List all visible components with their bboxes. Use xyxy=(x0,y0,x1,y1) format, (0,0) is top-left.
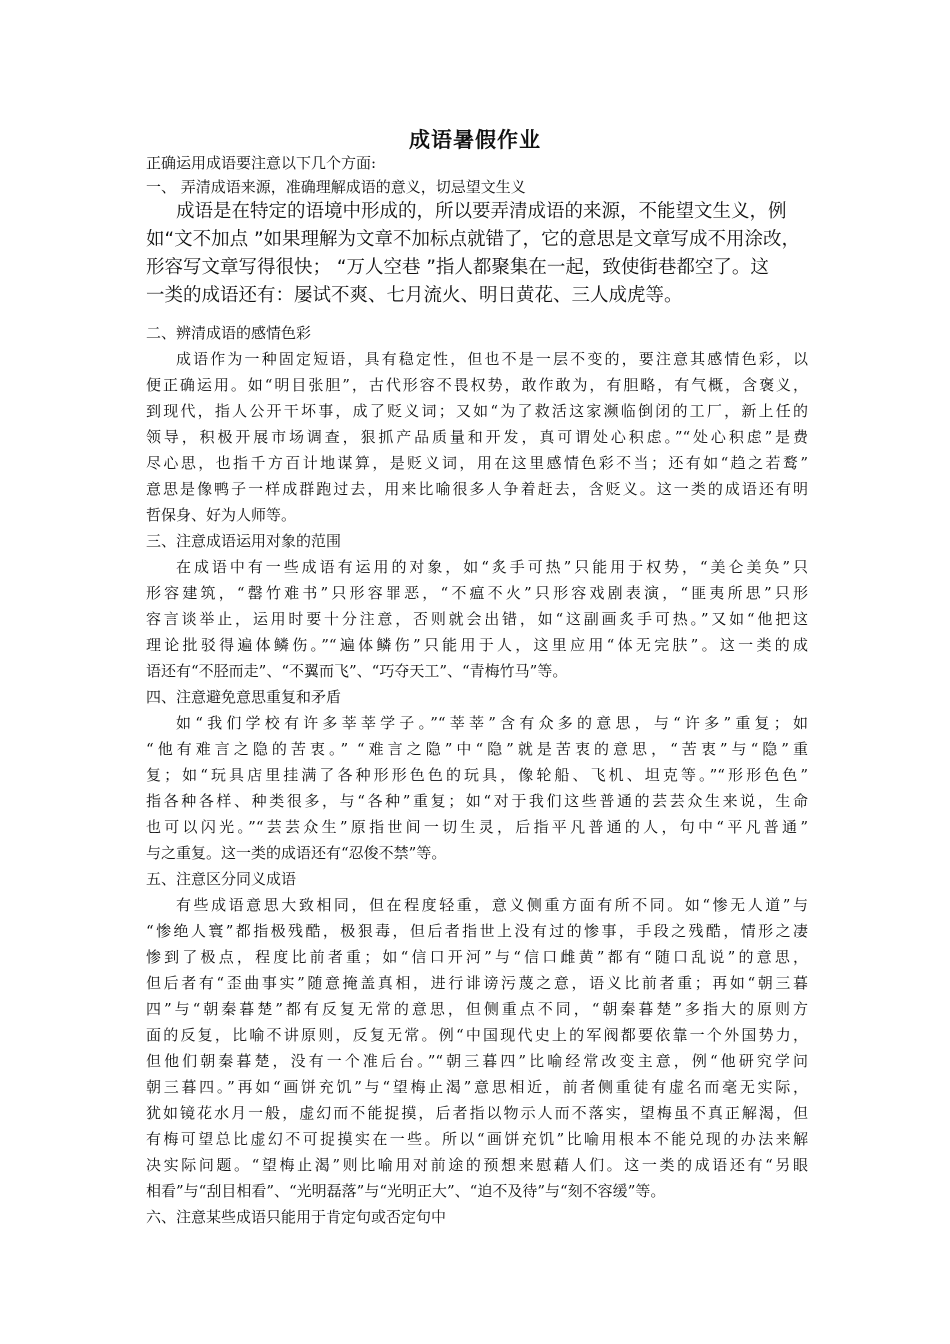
paragraph-line: 形容建筑，“罄竹难书”只形容罪恶，“不瘟不火”只形容戏剧表演，“匪夷所思”只形 xyxy=(146,584,808,602)
paragraph-line: “惨绝人寰”都指极残酷，极狠毒，但后者指世上没有过的惨事，手段之残酷，情形之凄 xyxy=(146,922,808,940)
section-4-paragraph xyxy=(146,710,808,866)
paragraph-line: 与之重复。这一类的成语还有“忍俊不禁”等。 xyxy=(146,844,447,862)
paragraph-line: 语还有“不胫而走”、“不翼而飞”、“巧夺天工”、“青梅竹马”等。 xyxy=(146,662,568,680)
paragraph-line: 惨到了极点，程度比前者重；如“信口开河”与“信口雌黄”都有“随口乱说”的意思， xyxy=(146,948,808,966)
paragraph-line: 决实际问题。“望梅止渴”则比喻用对前途的预想来慰藉人们。这一类的成语还有“另眼 xyxy=(146,1156,808,1174)
paragraph-line: 便正确运用。如“明目张胆”，古代形容不畏权势，敢作敢为，有胆略，有气概，含褒义， xyxy=(146,376,808,394)
section-2-heading: 二、辨清成语的感情色彩 xyxy=(146,324,312,342)
paragraph-line: 相看”与“刮目相看”、“光明磊落”与“光明正大”、“迫不及待”与“刻不容缓”等。 xyxy=(146,1182,666,1200)
section-5-paragraph xyxy=(146,892,808,1204)
page-title: 成语暑假作业 xyxy=(409,127,541,152)
section-4-heading: 四、注意避免意思重复和矛盾 xyxy=(146,688,342,706)
paragraph-line: 到现代，指人公开干坏事，成了贬义词；又如“为了救活这家濒临倒闭的工厂，新上任的 xyxy=(146,402,808,420)
paragraph-line: 但后者有“歪曲事实”随意掩盖真相，进行诽谤污蔑之意，语义比前者重；再如“朝三暮 xyxy=(146,974,808,992)
paragraph-line: 哲保身、好为人师等。 xyxy=(146,506,297,524)
paragraph-line: 四”与“朝秦暮楚”都有反复无常的意思，但侧重点不同，“朝秦暮楚”多指大的原则方 xyxy=(146,1000,808,1018)
paragraph-line: 指各种各样、种类很多，与“各种”重复；如“对于我们这些普通的芸芸众生来说，生命 xyxy=(146,792,808,810)
paragraph-line: 有梅可望总比虚幻不可捉摸实在一些。所以“画饼充饥”比喻用根本不能兑现的办法来解 xyxy=(146,1130,808,1148)
paragraph-line: 在成语中有一些成语有运用的对象，如“炙手可热”只能用于权势，“美仑美奂”只 xyxy=(176,558,808,576)
paragraph-line: 领导，积极开展市场调查，狠抓产品质量和开发，真可谓处心积虑。”“处心积虑”是费 xyxy=(146,428,808,446)
section-2-paragraph xyxy=(146,346,808,528)
paragraph-line: 成语作为一种固定短语，具有稳定性，但也不是一层不变的，要注意其感情色彩，以 xyxy=(176,350,808,368)
paragraph-line: 尽心思，也指千方百计地谋算，是贬义词，用在这里感情色彩不当；还有如“趋之若鹜” xyxy=(146,454,808,472)
paragraph-line: 犹如镜花水月一般，虚幻而不能捉摸，后者指以物示人而不落实，望梅虽不真正解渴，但 xyxy=(146,1104,808,1122)
paragraph-line: 容言谈举止，运用时要十分注意，否则就会出错，如“这副画炙手可热。”又如“他把这 xyxy=(146,610,808,628)
document-body xyxy=(146,320,808,1230)
paragraph-line: 朝三暮四。”再如“画饼充饥”与“望梅止渴”意思相近，前者侧重徒有虚名而毫无实际， xyxy=(146,1078,808,1096)
paragraph-line: 成语是在特定的语境中形成的，所以要弄清成语的来源，不能望文生义，例 xyxy=(176,201,787,222)
paragraph-line: 意思是像鸭子一样成群跑过去，用来比喻很多人争着赶去，含贬义。这一类的成语还有明 xyxy=(146,480,808,498)
paragraph-line: 面的反复，比喻不讲原则，反复无常。例“中国现代史上的军阀都要依靠一个外国势力， xyxy=(146,1026,808,1044)
section-1-heading: 一、 弄清成语来源，准确理解成语的意义，切忌望文生义 xyxy=(146,178,526,196)
paragraph-line: 但他们朝秦暮楚，没有一个准后台。”“朝三暮四”比喻经常改变主意，例“他研究学问 xyxy=(146,1052,808,1070)
paragraph-line: 一类的成语还有：屡试不爽、七月流火、明日黄花、三人成虎等。 xyxy=(146,285,683,306)
section-1-paragraph xyxy=(146,198,806,310)
section-5-heading: 五、注意区分同义成语 xyxy=(146,870,297,888)
paragraph-line: 有些成语意思大致相同，但在程度轻重，意义侧重方面有所不同。如“惨无人道”与 xyxy=(176,896,808,914)
paragraph-line: 如“文不加点 ”如果理解为文章不加标点就错了，它的意思是文章写成不用涂改， xyxy=(146,229,801,250)
paragraph-line: “他有难言之隐的苦衷。” “难言之隐”中“隐”就是苦衷的意思，“苦衷”与“隐”重 xyxy=(146,740,808,758)
paragraph-line: 形容写文章写得很快； “万人空巷 ”指人都聚集在一起，致使街巷都空了。这 xyxy=(146,257,769,278)
paragraph-line: 如“我们学校有许多莘莘学子。”“莘莘”含有众多的意思，与“许多”重复；如 xyxy=(176,714,808,732)
section-3-paragraph xyxy=(146,554,808,684)
paragraph-line: 复；如“玩具店里挂满了各种形形色色的玩具，像轮船、飞机、坦克等。”“形形色色” xyxy=(146,766,808,784)
paragraph-line: 理论批驳得遍体鳞伤。”“遍体鳞伤”只能用于人，这里应用“体无完肤”。这一类的成 xyxy=(146,636,808,654)
paragraph-line: 也可以闪光。”“芸芸众生”原指世间一切生灵，后指平凡普通的人，句中“平凡普通” xyxy=(146,818,808,836)
section-6-heading: 六、注意某些成语只能用于肯定句或否定句中 xyxy=(146,1208,447,1226)
section-3-heading: 三、注意成语运用对象的范围 xyxy=(146,532,342,550)
intro-text: 正确运用成语要注意以下几个方面: xyxy=(146,154,377,172)
